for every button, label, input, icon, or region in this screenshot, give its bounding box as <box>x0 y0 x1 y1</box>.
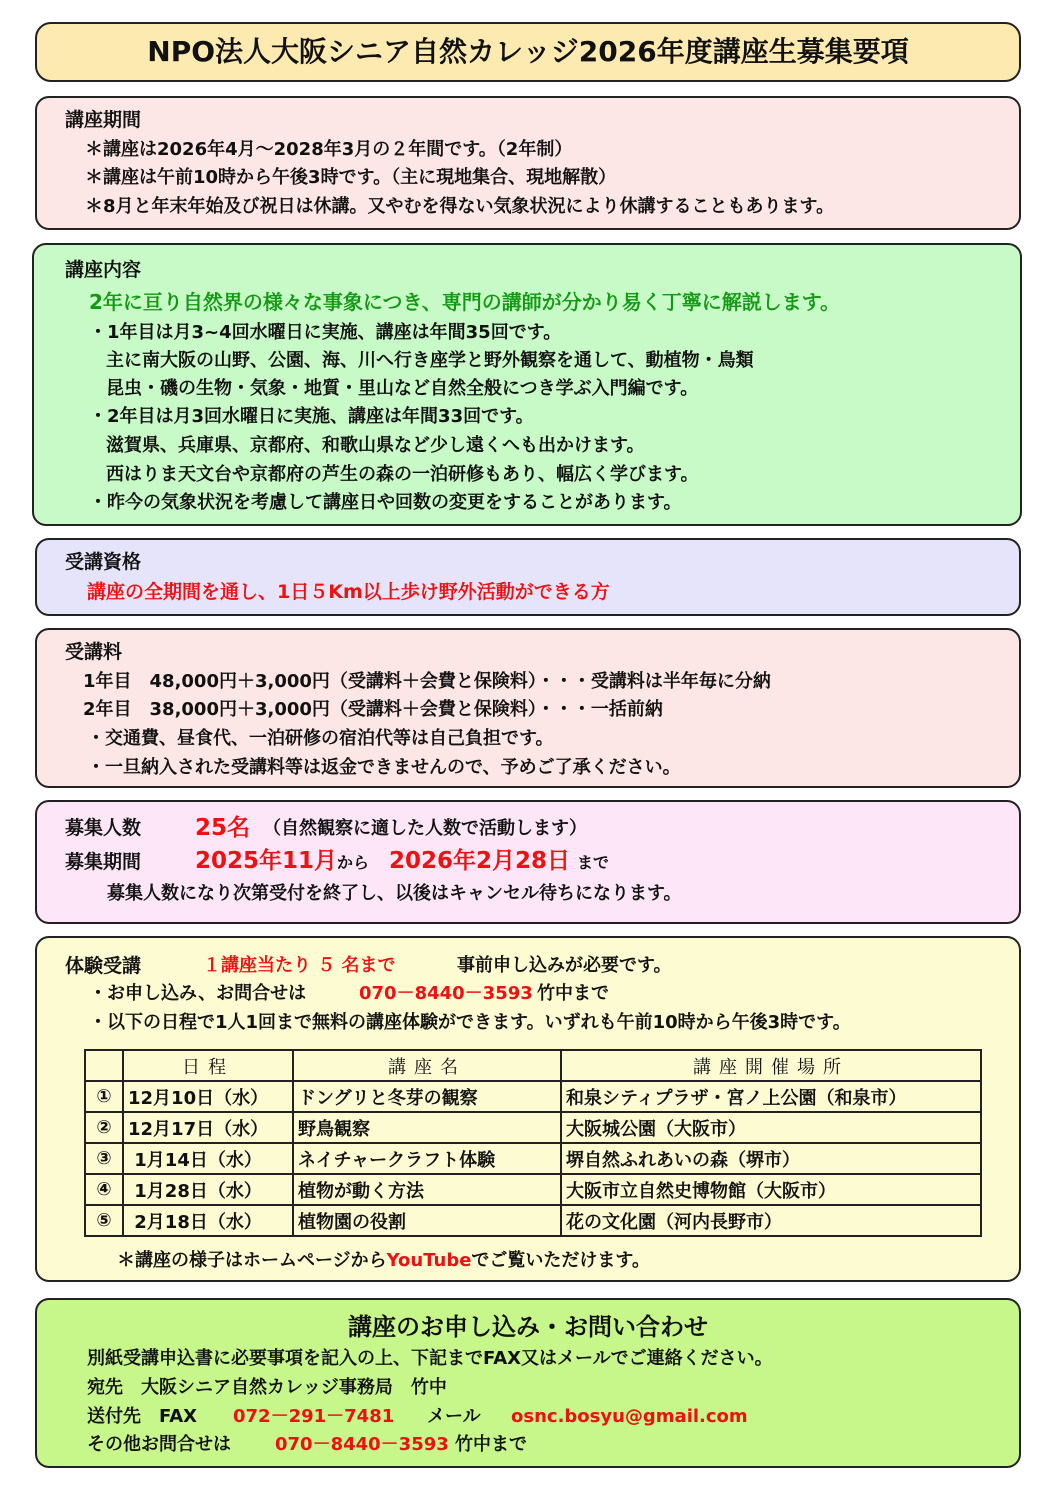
row-date: 1月14日（水） <box>123 1143 293 1174</box>
trial-schedule-note: ・以下の日程で1人1回まで無料の講座体験ができます。いずれも午前10時から午後3時です。 <box>89 1012 851 1033</box>
email-link[interactable]: osnc.bosyu@gmail.com <box>511 1406 748 1427</box>
fee-line: 2年目 38,000円＋3,000円（受講料＋会費と保険料）・・・一括前納 <box>83 699 663 720</box>
course-content-line: 昆虫・磯の生物・気象・地質・里山など自然全般につき学ぶ入門編です。 <box>106 378 699 399</box>
course-content-section <box>32 243 1022 526</box>
course-content-line: 滋賀県、兵庫県、京都府、和歌山県など少し遠くへも出かけます。 <box>106 435 645 456</box>
application-section <box>35 1298 1021 1468</box>
qualification-text: 講座の全期間を通し、1日５Km以上歩け野外活動ができる方 <box>87 581 610 603</box>
row-date: 12月17日（水） <box>123 1112 293 1143</box>
fax-number[interactable]: 072－291－7481 <box>233 1406 395 1427</box>
trial-footnote <box>117 1249 650 1273</box>
recruit-count-note: （自然観察に適した人数で活動します） <box>263 818 587 839</box>
course-content-line: ・昨今の気象状況を考慮して講座日や回数の変更をすることがあります。 <box>89 492 682 513</box>
qualification-section <box>35 538 1021 616</box>
course-content-line: ・2年目は月3回水曜日に実施、講座は年間33回です。 <box>89 406 534 427</box>
application-address: 宛先 大阪シニア自然カレッジ事務局 竹中 <box>87 1377 447 1398</box>
row-date: 1月28日（水） <box>123 1174 293 1205</box>
recruit-period-end: 2026年2月28日 <box>389 848 571 874</box>
table-row <box>85 1143 981 1174</box>
table-header-row <box>85 1050 981 1081</box>
application-heading: 講座のお申し込み・お問い合わせ <box>348 1313 708 1341</box>
course-period-section <box>35 96 1021 230</box>
trial-contact-suffix: 竹中まで <box>537 983 609 1004</box>
table-header-place: 講座開催場所 <box>561 1050 981 1081</box>
table-row <box>85 1112 981 1143</box>
recruit-count-value: 25名 <box>195 815 251 841</box>
row-course-name: ドングリと冬芽の観察 <box>293 1081 561 1112</box>
row-course-name: ネイチャークラフト体験 <box>293 1143 561 1174</box>
table-header-date: 日程 <box>123 1050 293 1081</box>
recruit-period-from: から <box>337 853 370 872</box>
table-header-name: 講座名 <box>293 1050 561 1081</box>
table-row <box>85 1081 981 1112</box>
trial-contact-phone: 070－8440－3593 <box>359 983 533 1004</box>
table-header-no <box>85 1050 123 1081</box>
row-number: ② <box>85 1112 123 1143</box>
fee-line: ・交通費、昼食代、一泊研修の宿泊代等は自己負担です。 <box>87 728 554 749</box>
row-date: 12月10日（水） <box>123 1081 293 1112</box>
row-course-name: 植物園の役割 <box>293 1205 561 1236</box>
course-period-line: ＊8月と年末年始及び祝日は休講。又やむを得ない気象状況により休講することもあります。 <box>85 196 835 217</box>
youtube-link[interactable]: YouTube <box>386 1250 472 1271</box>
course-content-line: ・1年目は月3~4回水曜日に実施、講座は年間35回です。 <box>89 322 562 343</box>
trial-schedule-table <box>84 1049 982 1237</box>
course-content-lead: 2年に亘り自然界の様々な事象につき、専門の講師が分かり易く丁寧に解説します。 <box>89 290 841 314</box>
application-line: 別紙受講申込書に必要事項を記入の上、下記までFAX又はメールでご連絡ください。 <box>87 1348 773 1369</box>
trial-footnote-suffix: でご覧いただけます。 <box>471 1250 650 1271</box>
recruit-note: 募集人数になり次第受付を終了し、以後はキャンセル待ちになります。 <box>107 883 682 904</box>
course-period-line: ＊講座は午前10時から午後3時です。（主に現地集合、現地解散） <box>85 167 617 188</box>
recruitment-section <box>35 800 1021 924</box>
row-number: ⑤ <box>85 1205 123 1236</box>
trial-contact-prefix: ・お申し込み、お問合せは <box>89 983 307 1004</box>
fee-line: ・一旦納入された受講料等は返金できませんので、予めご了承ください。 <box>87 757 681 778</box>
page-title: NPO法人大阪シニア自然カレッジ2026年度講座生募集要項 <box>147 35 909 68</box>
recruit-period-start: 2025年11月 <box>195 848 338 874</box>
course-content-line: 主に南大阪の山野、公園、海、川へ行き座学と野外観察を通して、動植物・鳥類 <box>106 350 754 371</box>
row-place: 和泉シティプラザ・宮ノ上公園（和泉市） <box>561 1081 981 1112</box>
other-contact-suffix: 竹中まで <box>455 1434 527 1455</box>
trial-footnote-prefix: ＊講座の様子はホームページから <box>117 1250 387 1271</box>
qualification-heading: 受講資格 <box>65 551 142 573</box>
row-date: 2月18日（水） <box>123 1205 293 1236</box>
table-row <box>85 1174 981 1205</box>
row-number: ① <box>85 1081 123 1112</box>
fee-heading: 受講料 <box>65 641 123 663</box>
row-course-name: 野鳥観察 <box>293 1112 561 1143</box>
title-banner <box>35 22 1021 82</box>
recruit-period-until: まで <box>577 853 610 872</box>
fax-label: 送付先 FAX <box>87 1406 198 1427</box>
course-period-line: ＊講座は2026年4月～2028年3月の２年間です。（2年制） <box>85 139 573 160</box>
mail-label: メール <box>427 1406 481 1427</box>
fee-section <box>35 628 1021 788</box>
course-content-line: 西はりま天文台や京都府の芦生の森の一泊研修もあり、幅広く学びます。 <box>106 464 699 485</box>
other-contact-label: その他お問合せは <box>87 1434 231 1455</box>
other-contact-phone[interactable]: 070－8440－3593 <box>275 1434 449 1455</box>
recruit-period-label: 募集期間 <box>65 851 142 873</box>
course-period-heading: 講座期間 <box>65 109 142 131</box>
trial-requirement: 事前申し込みが必要です。 <box>457 955 672 976</box>
course-content-heading: 講座内容 <box>65 259 142 281</box>
row-course-name: 植物が動く方法 <box>293 1174 561 1205</box>
row-place: 堺自然ふれあいの森（堺市） <box>561 1143 981 1174</box>
row-number: ④ <box>85 1174 123 1205</box>
fee-line: 1年目 48,000円＋3,000円（受講料＋会費と保険料）・・・受講料は半年毎に分納 <box>83 671 771 692</box>
recruit-count-label: 募集人数 <box>65 817 142 839</box>
row-number: ③ <box>85 1143 123 1174</box>
table-row <box>85 1205 981 1236</box>
row-place: 花の文化園（河内長野市） <box>561 1205 981 1236</box>
trial-heading: 体験受講 <box>65 955 142 977</box>
row-place: 大阪城公園（大阪市） <box>561 1112 981 1143</box>
trial-limit: １講座当たり ５ 名まで <box>203 955 396 976</box>
row-place: 大阪市立自然史博物館（大阪市） <box>561 1174 981 1205</box>
